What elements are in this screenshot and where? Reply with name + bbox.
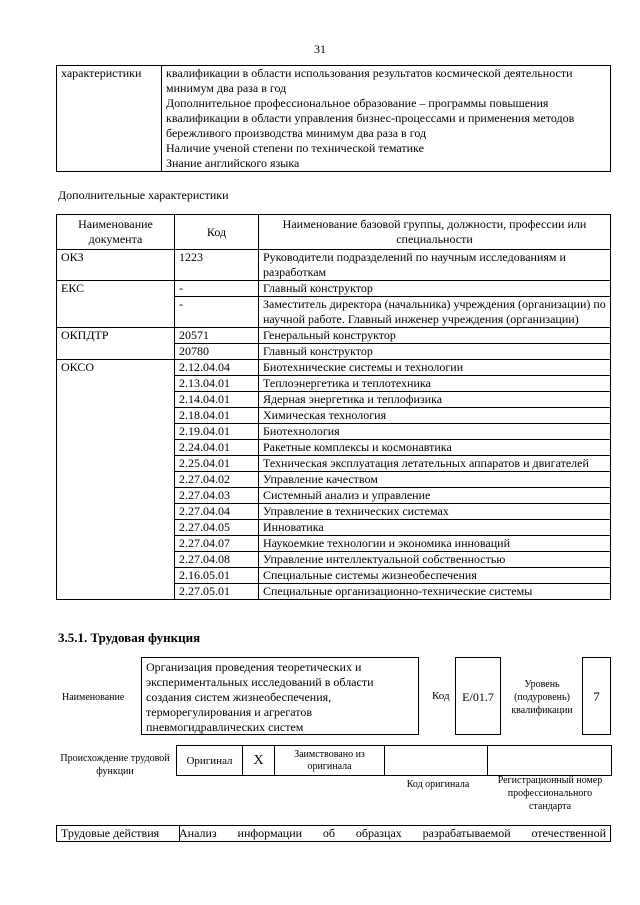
table-row — [57, 440, 611, 456]
document-cell — [57, 584, 175, 600]
group-name-cell: Специальные системы жизнеобеспечения — [259, 568, 611, 584]
additional-characteristics-table — [56, 214, 611, 600]
code-cell: 1223 — [175, 250, 259, 281]
qualification-text — [162, 66, 611, 172]
document-cell — [57, 568, 175, 584]
qualification-line: Наличие ученой степени по технической тематике — [166, 141, 424, 155]
qualification-table — [56, 65, 611, 172]
qualification-line: минимум два раза в год — [166, 81, 287, 95]
group-name-cell: Заместитель директора (начальника) учреждения (организации) по научной работе. Главный инженер учреждения (организации) — [259, 297, 611, 328]
qualification-level: 7 — [582, 657, 611, 735]
original-label: Оригинал — [177, 746, 243, 775]
code-cell: 2.27.04.08 — [175, 552, 259, 568]
qualification-label: характеристики — [57, 66, 162, 172]
function-name-label: Наименование — [62, 692, 125, 703]
function-name-box — [141, 657, 419, 735]
code-cell: 2.12.04.04 — [175, 360, 259, 376]
group-name-cell: Главный конструктор — [259, 344, 611, 360]
code-cell: 2.18.04.01 — [175, 408, 259, 424]
table-row — [57, 392, 611, 408]
function-code: E/01.7 — [455, 657, 501, 735]
group-name-cell: Химическая технология — [259, 408, 611, 424]
document-cell — [57, 552, 175, 568]
document-cell — [57, 504, 175, 520]
group-name-cell: Управление в технических системах — [259, 504, 611, 520]
group-name-cell: Наукоемкие технологии и экономика инноваций — [259, 536, 611, 552]
labor-actions-text: Анализ информации об образцах разрабатываемой отечественной — [179, 826, 606, 840]
document-cell — [57, 456, 175, 472]
code-cell: 2.27.04.03 — [175, 488, 259, 504]
code-cell: 2.25.04.01 — [175, 456, 259, 472]
document-cell: ОКСО — [57, 360, 175, 376]
table-row — [57, 376, 611, 392]
document-cell — [57, 297, 175, 328]
group-name-cell: Управление интеллектуальной собственностью — [259, 552, 611, 568]
group-name-cell: Ракетные комплексы и космонавтика — [259, 440, 611, 456]
table-row — [57, 360, 611, 376]
function-name-line: Организация проведения теоретических и — [146, 660, 362, 674]
qualification-line: Дополнительное профессиональное образование – программы повышения — [166, 96, 549, 110]
function-name-line: создания систем жизнеобеспечения, — [146, 690, 332, 704]
table-row — [57, 504, 611, 520]
code-cell: 2.13.04.01 — [175, 376, 259, 392]
group-name-cell: Главный конструктор — [259, 281, 611, 297]
header-code: Код — [175, 215, 259, 250]
table-row — [57, 297, 611, 328]
table-row — [57, 520, 611, 536]
document-cell — [57, 408, 175, 424]
labor-actions-row — [56, 825, 611, 842]
origin-row — [176, 745, 612, 776]
header-group-name: Наименование базовой группы, должности, профессии или специальности — [259, 215, 611, 250]
code-cell: 20780 — [175, 344, 259, 360]
registration-number-label: Регистрационный номер профессионального стандарта — [497, 775, 603, 812]
qualification-line: квалификации в области управления бизнес-процессами и применения методов — [166, 111, 575, 125]
qualification-level-label: Уровень (подуровень) квалификации — [511, 679, 573, 716]
qualification-line: бережливого производства минимум два раза в год — [166, 126, 427, 140]
document-cell — [57, 520, 175, 536]
function-name-line: экспериментальных исследований в области — [146, 675, 374, 689]
table-row — [57, 281, 611, 297]
registration-number-cell — [488, 746, 611, 775]
group-name-cell: Биотехнология — [259, 424, 611, 440]
table-row — [57, 536, 611, 552]
original-code-cell — [385, 746, 488, 775]
labor-actions-label: Трудовые действия — [57, 826, 180, 841]
group-name-cell: Специальные организационно-технические системы — [259, 584, 611, 600]
page-number: 31 — [314, 42, 326, 56]
origin-label: Происхождение трудовой функции — [60, 753, 170, 777]
code-label: Код — [432, 690, 450, 702]
table-row — [57, 250, 611, 281]
group-name-cell: Теплоэнергетика и теплотехника — [259, 376, 611, 392]
document-cell: ОКПДТР — [57, 328, 175, 344]
group-name-cell: Техническая эксплуатация летательных аппаратов и двигателей — [259, 456, 611, 472]
group-name-cell: Ядерная энергетика и теплофизика — [259, 392, 611, 408]
code-cell: 20571 — [175, 328, 259, 344]
document-cell — [57, 536, 175, 552]
original-code-label: Код оригинала — [406, 779, 470, 790]
function-name-line: пневмогидравлических систем — [146, 720, 304, 734]
additional-characteristics-heading: Дополнительные характеристики — [58, 188, 229, 202]
group-name-cell: Биотехнические системы и технологии — [259, 360, 611, 376]
document-cell — [57, 488, 175, 504]
document-cell: ЕКС — [57, 281, 175, 297]
table-row — [57, 344, 611, 360]
header-document-name: Наименование документа — [57, 215, 175, 250]
table-row — [57, 472, 611, 488]
document-cell — [57, 344, 175, 360]
code-cell: 2.27.04.05 — [175, 520, 259, 536]
table-row — [57, 328, 611, 344]
code-cell: 2.16.05.01 — [175, 568, 259, 584]
document-cell — [57, 440, 175, 456]
borrowed-label: Заимствовано из оригинала — [275, 746, 385, 775]
table-row — [57, 456, 611, 472]
table-row — [57, 584, 611, 600]
code-cell: - — [175, 297, 259, 328]
table-row — [57, 568, 611, 584]
document-cell — [57, 392, 175, 408]
group-name-cell: Управление качеством — [259, 472, 611, 488]
document-cell: ОКЗ — [57, 250, 175, 281]
code-cell: 2.27.04.04 — [175, 504, 259, 520]
code-cell: 2.24.04.01 — [175, 440, 259, 456]
table-row — [57, 488, 611, 504]
document-cell — [57, 472, 175, 488]
group-name-cell: Генеральный конструктор — [259, 328, 611, 344]
document-cell — [57, 376, 175, 392]
qualification-line: квалификации в области использования результатов космической деятельности — [166, 66, 573, 80]
table-row — [57, 424, 611, 440]
code-cell: - — [175, 281, 259, 297]
table-row — [57, 408, 611, 424]
function-name-line: терморегулирования и агрегатов — [146, 705, 312, 719]
code-cell: 2.27.04.07 — [175, 536, 259, 552]
code-cell: 2.27.05.01 — [175, 584, 259, 600]
section-title: 3.5.1. Трудовая функция — [58, 630, 201, 645]
original-mark: X — [243, 746, 275, 775]
document-cell — [57, 424, 175, 440]
code-cell: 2.19.04.01 — [175, 424, 259, 440]
group-name-cell: Руководители подразделений по научным исследованиям и разработкам — [259, 250, 611, 281]
code-cell: 2.14.04.01 — [175, 392, 259, 408]
code-cell: 2.27.04.02 — [175, 472, 259, 488]
group-name-cell: Системный анализ и управление — [259, 488, 611, 504]
table-row — [57, 552, 611, 568]
qualification-line: Знание английского языка — [166, 156, 300, 170]
group-name-cell: Инноватика — [259, 520, 611, 536]
